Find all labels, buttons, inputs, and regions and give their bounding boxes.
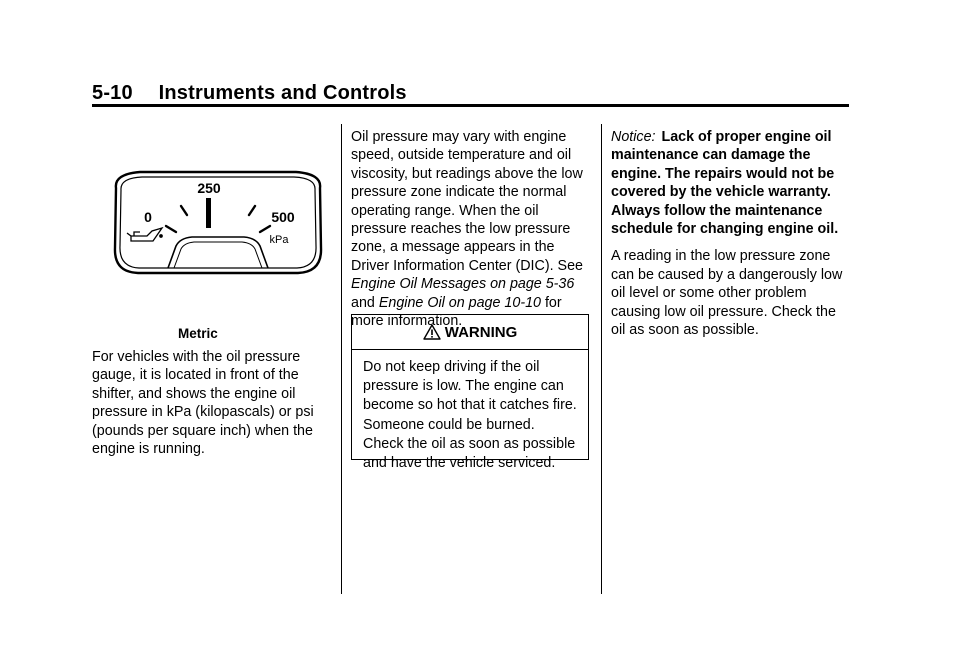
figure-caption: Metric [178,326,218,341]
gauge-label-mid: 250 [197,180,221,196]
notice-paragraph [611,128,851,238]
section-title: Instruments and Controls [158,82,407,104]
paragraph-text: and [351,294,379,311]
oil-pressure-paragraph [351,128,591,330]
warning-header [352,315,588,350]
warning-triangle-icon [423,324,441,340]
column-divider-2 [601,124,602,594]
paragraph-text: Oil pressure may vary with engine speed, outside temperature and oil viscosity, but readings above the low pressure zone indicate the normal operating range. When the oil pressure reaches the low pressure zone, a message appears in the Driver Information Center (DIC). See [351,129,583,274]
header-rule [92,104,849,107]
low-pressure-paragraph: A reading in the low pressure zone can be caused by a dangerously low oil level or some other problem causing low oil pressure. Check the oil as soon as possible. [611,248,843,339]
warning-box [351,314,589,472]
page-header [92,82,407,105]
gauge-label-high: 500 [271,209,295,225]
reference-link-engine-oil[interactable]: Engine Oil on page 10-10 [378,294,541,311]
warning-body: Do not keep driving if the oil pressure is low. The engine can become so hot that it catches fire. Someone could be burned. Check the oil as soon as possible and have the vehicle serviced. [363,359,577,472]
gauge-description: For vehicles with the oil pressure gauge, it is located in front of the shifter, and shows the engine oil pressure in kPa (kilopascals) or psi (pounds per square inch) when the engine is running. [92,349,314,458]
column-2 [351,128,591,330]
column-3 [611,128,851,339]
reference-link-oil-messages[interactable]: Engine Oil Messages on page 5-36 [351,276,575,293]
notice-label: Notice: [611,129,656,145]
paragraph-text: for more information. [351,294,562,330]
gauge-label-low: 0 [144,209,152,225]
warning-title: WARNING [444,323,518,341]
gauge-label-unit: kPa [269,234,289,246]
notice-text: Lack of proper engine oil maintenance can damage the engine. The repairs would not be covered by the vehicle warranty. Always follow the maintenance schedule for changing engine oil. [611,129,839,238]
oil-can-icon [127,228,162,241]
column-1 [92,348,332,458]
column-divider-1 [341,124,342,594]
page-number: 5-10 [92,82,133,104]
oil-pressure-gauge-illustration [110,170,326,276]
